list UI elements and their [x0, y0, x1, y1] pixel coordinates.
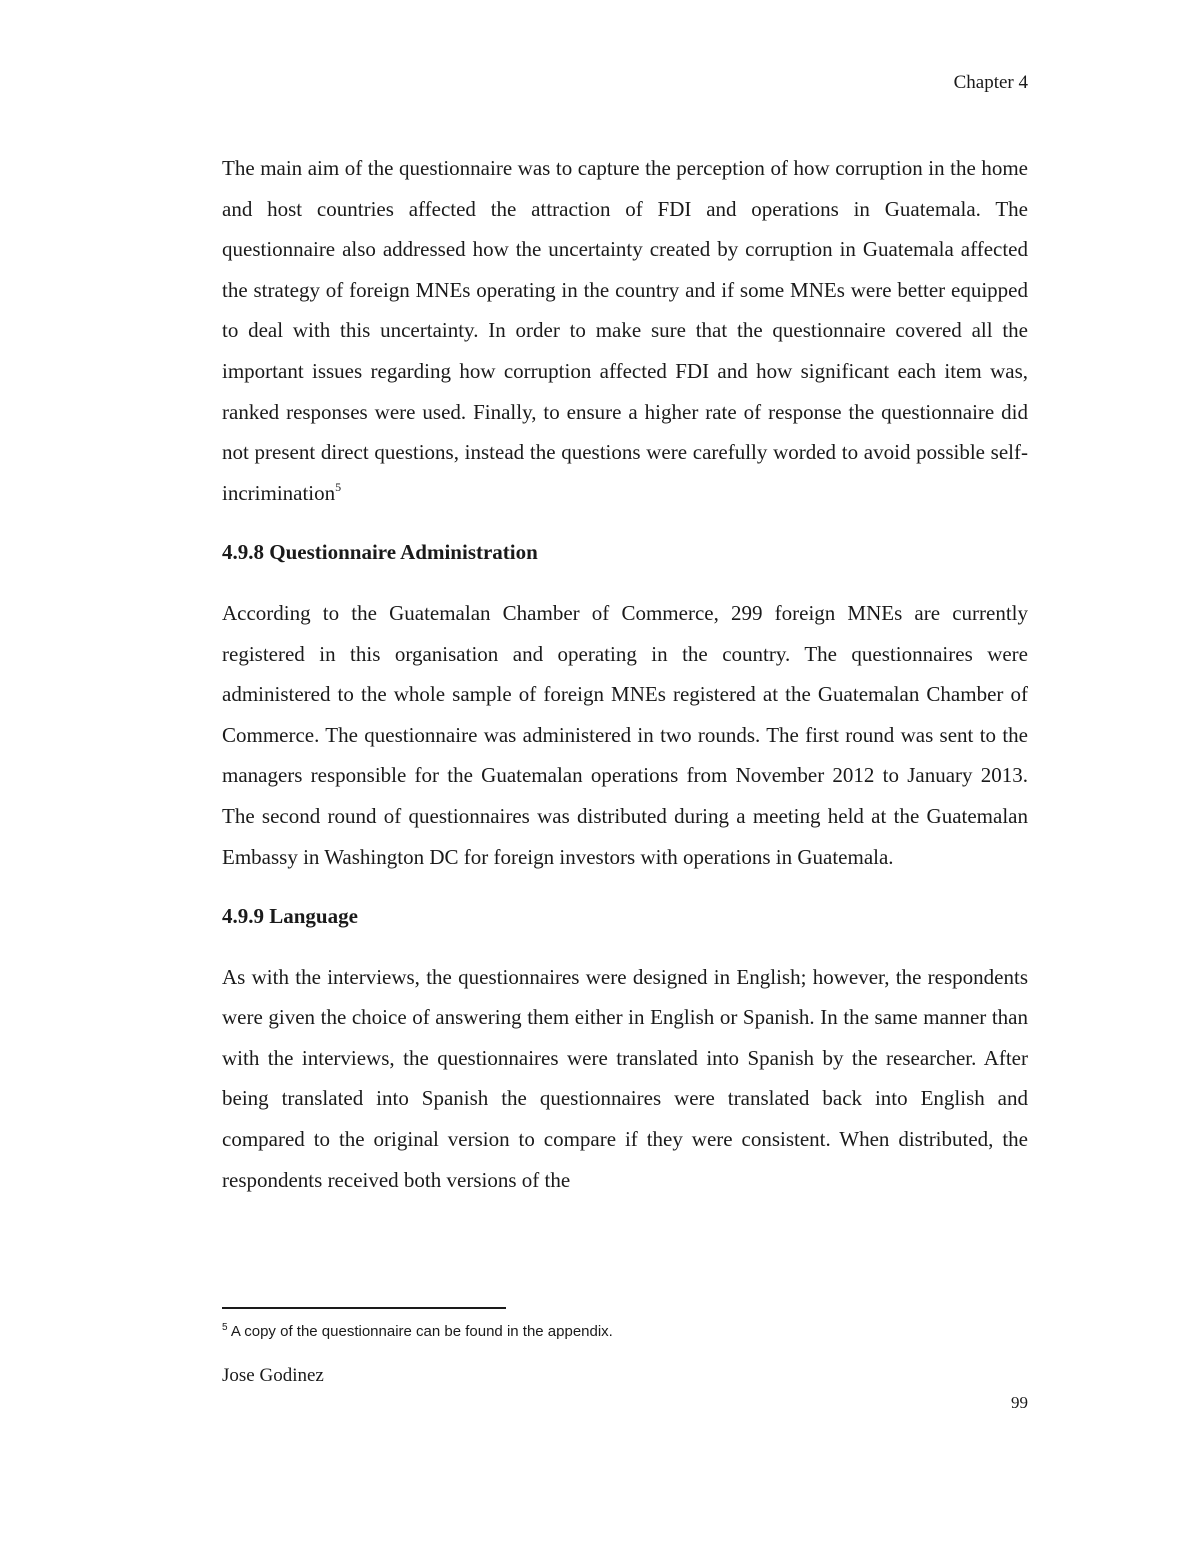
paragraph-language: As with the interviews, the questionnaires were designed in English; however, the respondents were given the choice of answering them either in English or Spanish. In the same manner than with the interviews, the questionnaires were translated into Spanish by the researcher. After being translated into Spanish the questionnaires were translated back into English and compared to the original version to compare if they were consistent. When distributed, the respondents received both versions of the	[222, 964, 1028, 1192]
footnote-number: 5	[222, 1322, 228, 1333]
section-heading-questionnaire-administration: 4.9.8 Questionnaire Administration	[222, 540, 538, 565]
paragraph-text: The main aim of the questionnaire was to capture the perception of how corruption in the home and host countries affected the attraction of FDI and operations in Guatemala. The questionnaire also addressed how the uncertainty created by corruption in Guatemala affected the strategy of foreign MNEs operating in the country and if some MNEs were better equipped to deal with this uncertainty. In order to make sure that the questionnaire covered all the important issues regarding how corruption affected FDI and how significant each item was, ranked responses were used. Finally, to ensure a higher rate of response the questionnaire did not present direct questions, instead the questions were carefully worded to avoid possible self-incrimination	[222, 156, 1028, 505]
footnote-reference: 5	[335, 479, 342, 494]
paragraph-questionnaire-administration: According to the Guatemalan Chamber of Commerce, 299 foreign MNEs are currently registered in this organisation and operating in the country. The questionnaires were administered to the whole sample of foreign MNEs registered at the Guatemalan Chamber of Commerce. The questionnaire was administered in two rounds. The first round was sent to the managers responsible for the Guatemalan operations from November 2012 to January 2013. The second round of questionnaires was distributed during a meeting held at the Guatemalan Embassy in Washington DC for foreign investors with operations in Guatemala.	[222, 600, 1028, 869]
main-content	[222, 148, 1028, 1200]
author-name: Jose Godinez	[222, 1365, 324, 1386]
footnote-separator	[222, 1307, 506, 1309]
chapter-header: Chapter 4	[953, 72, 1028, 93]
footnote-text: A copy of the questionnaire can be found in the appendix.	[227, 1323, 613, 1340]
footnote	[222, 1321, 613, 1343]
page-number: 99	[1011, 1393, 1028, 1412]
section-heading-language: 4.9.9 Language	[222, 904, 358, 929]
paragraph-questionnaire-aim	[222, 148, 1028, 513]
